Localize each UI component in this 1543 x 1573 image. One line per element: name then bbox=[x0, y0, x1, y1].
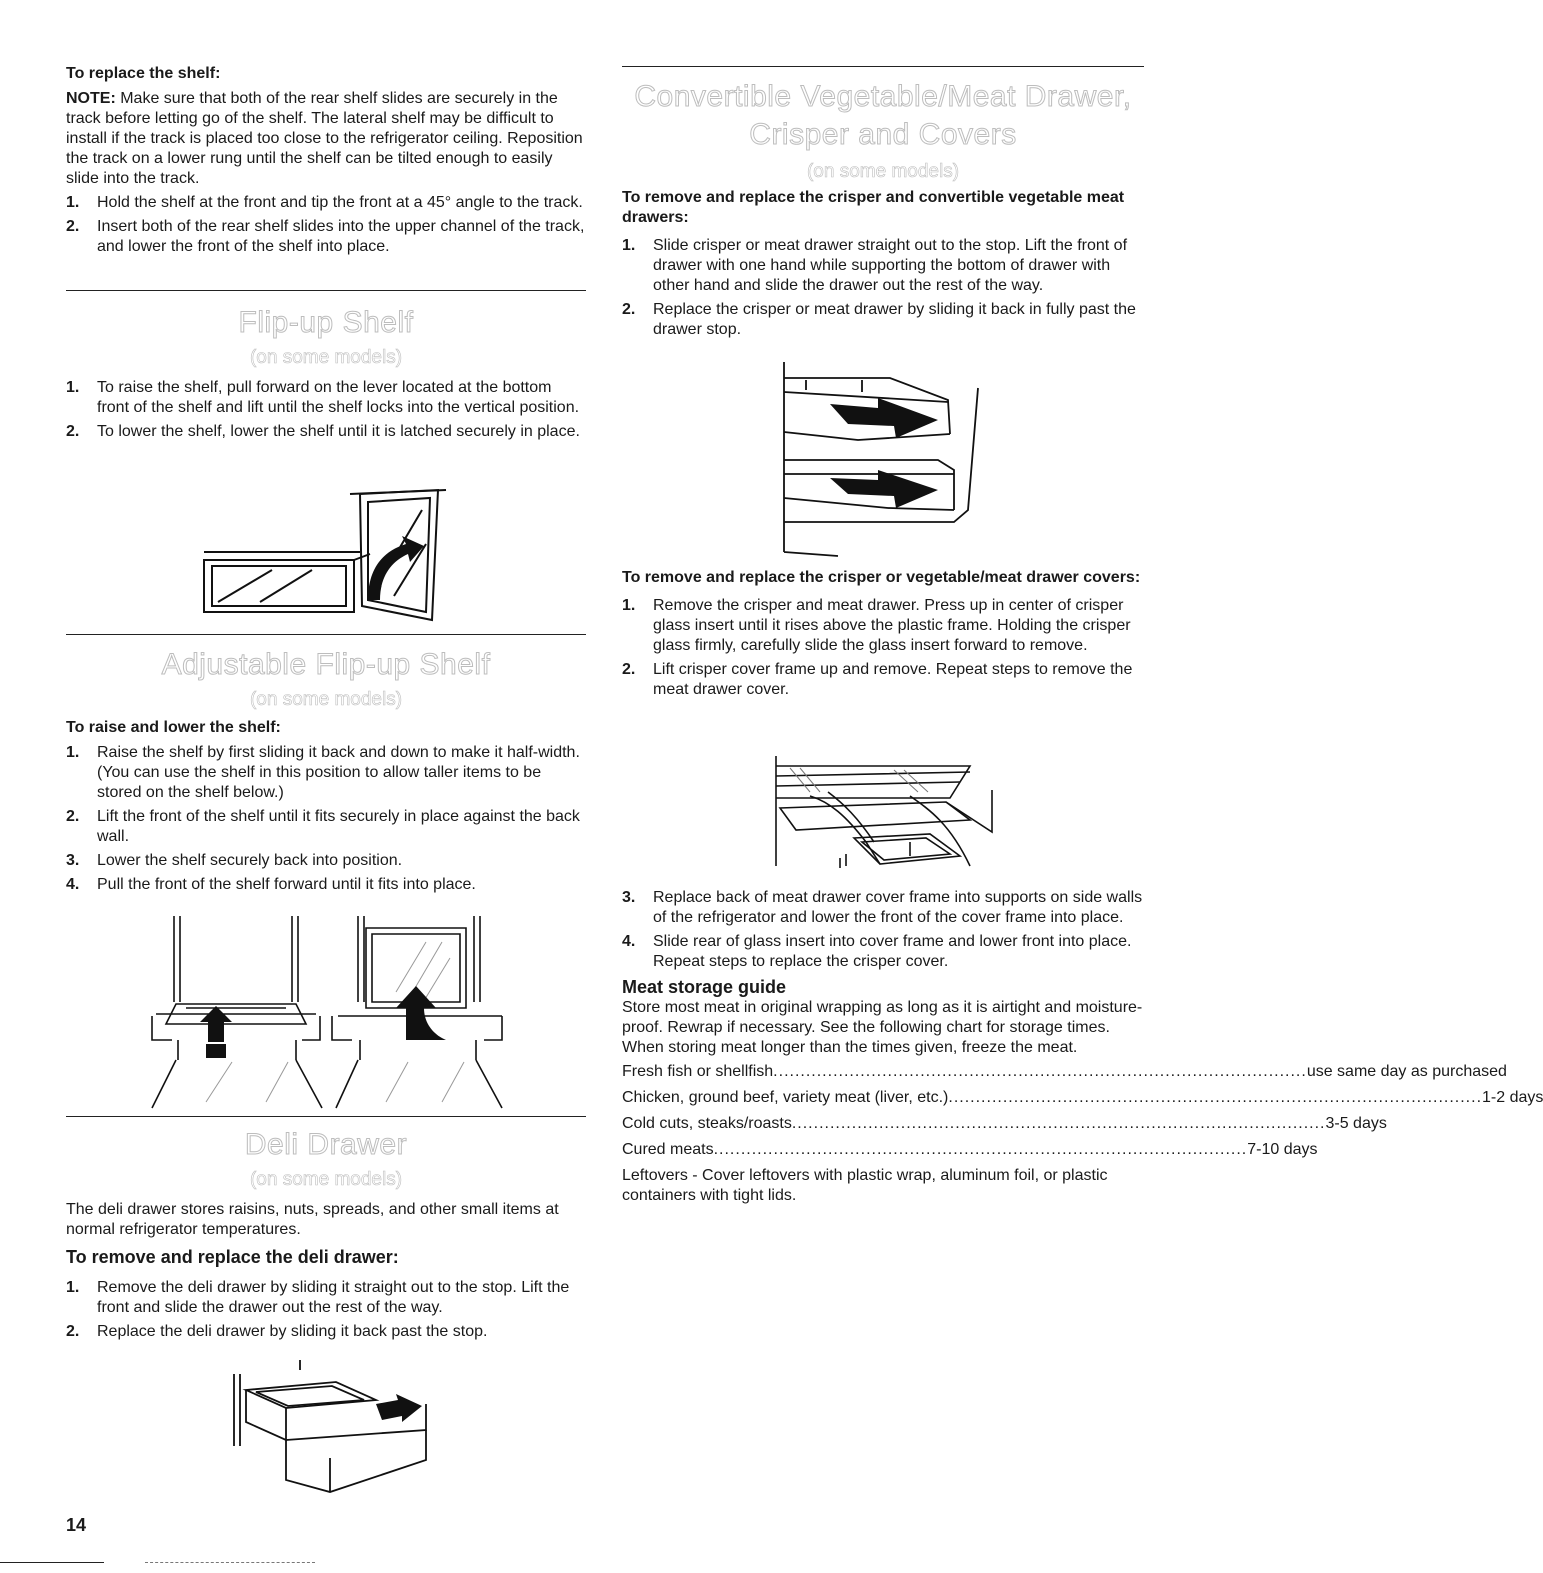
footer-rule bbox=[0, 1562, 104, 1563]
deli-section bbox=[66, 1128, 586, 1346]
deli-steps bbox=[66, 1278, 586, 1342]
flipup-shelf-illustration bbox=[200, 488, 480, 628]
step-number: 2. bbox=[66, 808, 80, 825]
adjustable-shelf-illustration bbox=[146, 912, 506, 1112]
deli-intro: The deli drawer stores raisins, nuts, spreads, and other small items at normal refrigerator temperatures. bbox=[66, 1201, 559, 1238]
covers-section bbox=[622, 568, 1144, 704]
deli-subtitle: (on some models) bbox=[249, 1169, 403, 1190]
list-item bbox=[66, 422, 586, 442]
adjustable-heading: To raise and lower the shelf: bbox=[66, 719, 281, 736]
list-item bbox=[622, 660, 1144, 700]
note-text: Make sure that both of the rear shelf slides are securely in the track before letting go of the shelf. The lateral shelf may be difficult to install if the track is placed too close to the refrigerator ceiling. Reposition the track on a lower rung until the shelf can be tilted enough to easily slide into the track. bbox=[66, 90, 583, 187]
step-number: 1. bbox=[66, 379, 80, 396]
replace-shelf-section bbox=[66, 64, 586, 261]
step-text: Hold the shelf at the front and tip the front at a 45° angle to the track. bbox=[97, 194, 583, 211]
list-item bbox=[622, 932, 1144, 972]
list-item bbox=[66, 193, 586, 213]
section-divider bbox=[66, 634, 586, 635]
list-item bbox=[66, 1322, 586, 1342]
adjustable-title: Adjustable Flip-up Shelf bbox=[161, 648, 491, 681]
list-item bbox=[622, 888, 1144, 928]
covers-steps-cont bbox=[622, 888, 1144, 972]
list-item bbox=[66, 217, 586, 257]
step-text: Lower the shelf securely back into position. bbox=[97, 852, 403, 869]
step-text: Lift crisper cover frame up and remove. Repeat steps to remove the meat drawer cover. bbox=[653, 661, 1133, 698]
list-item bbox=[66, 1278, 586, 1318]
list-item bbox=[622, 596, 1144, 656]
step-number: 1. bbox=[66, 194, 80, 211]
crisper-drawers-illustration bbox=[778, 362, 998, 562]
replace-shelf-heading: To replace the shelf: bbox=[66, 65, 221, 82]
list-item bbox=[66, 807, 586, 847]
drawers-heading: To remove and replace the crisper and convertible vegetable meat drawers: bbox=[622, 189, 1125, 226]
guide-item: Chicken, ground beef, variety meat (liver, etc.) bbox=[622, 1089, 949, 1106]
guide-value: 3-5 days bbox=[1325, 1115, 1387, 1132]
step-number: 2. bbox=[66, 1323, 80, 1340]
guide-value: 7-10 days bbox=[1247, 1141, 1318, 1158]
guide-value: use same day as purchased bbox=[1306, 1063, 1507, 1080]
section-divider bbox=[66, 290, 586, 291]
deli-heading: To remove and replace the deli drawer: bbox=[66, 1247, 399, 1267]
guide-item: Fresh fish or shellfish bbox=[622, 1063, 774, 1080]
step-text: Slide rear of glass insert into cover frame and lower front into place. Repeat steps to replace the crisper cover. bbox=[653, 933, 1132, 970]
crisper-title-line1: Convertible Vegetable/Meat Drawer, bbox=[634, 80, 1132, 113]
drawers-steps bbox=[622, 236, 1144, 340]
guide-item: Cured meats bbox=[622, 1141, 714, 1158]
flipup-subtitle: (on some models) bbox=[249, 347, 403, 368]
step-text: Replace the crisper or meat drawer by sliding it back in fully past the drawer stop. bbox=[653, 301, 1136, 338]
step-text: To raise the shelf, pull forward on the lever located at the bottom front of the shelf and lift until the shelf locks into the vertical position. bbox=[97, 379, 580, 416]
meat-guide-leftovers: Leftovers - Cover leftovers with plastic wrap, aluminum foil, or plastic containers with tight lids. bbox=[622, 1167, 1108, 1204]
step-text: Insert both of the rear shelf slides into the upper channel of the track, and lower the front of the shelf into place. bbox=[97, 218, 585, 255]
guide-item: Cold cuts, steaks/roasts bbox=[622, 1115, 792, 1132]
step-text: Slide crisper or meat drawer straight out to the stop. Lift the front of drawer with one hand while supporting the bottom of drawer with other hand and slide the drawer out the rest of the way. bbox=[653, 237, 1128, 294]
list-item bbox=[66, 875, 586, 895]
step-number: 3. bbox=[66, 852, 80, 869]
table-row bbox=[622, 1114, 1387, 1140]
step-number: 4. bbox=[66, 876, 80, 893]
page-number: 14 bbox=[66, 1515, 87, 1535]
meat-guide-table bbox=[622, 1062, 1543, 1166]
meat-guide-heading: Meat storage guide bbox=[622, 977, 787, 997]
step-number: 2. bbox=[66, 218, 80, 235]
guide-leader: .................................................................................................. bbox=[773, 1063, 1307, 1080]
meat-guide-intro: Store most meat in original wrapping as long as it is airtight and moisture-proof. Rewrap if necessary. See the following chart for storage times. When storing meat longer than the times given, freeze the meat. bbox=[622, 999, 1143, 1056]
table-row bbox=[622, 1140, 1318, 1166]
crisper-subtitle: (on some models) bbox=[806, 161, 960, 182]
crisper-title-line2: Crisper and Covers bbox=[749, 118, 1017, 151]
list-item bbox=[66, 743, 586, 803]
flipup-title: Flip-up Shelf bbox=[238, 306, 414, 339]
crisper-section bbox=[622, 80, 1144, 344]
step-number: 3. bbox=[622, 889, 636, 906]
replace-shelf-steps bbox=[66, 193, 586, 257]
step-text: Remove the crisper and meat drawer. Press up in center of crisper glass insert until it rises above the plastic frame. Holding the crisper glass firmly, carefully slide the glass insert forward to remove. bbox=[653, 597, 1131, 654]
covers-steps bbox=[622, 596, 1144, 700]
crisper-covers-illustration bbox=[770, 746, 1010, 876]
step-text: Replace back of meat drawer cover frame into supports on side walls of the refrigerator and lower the front of the cover frame into place. bbox=[653, 889, 1143, 926]
list-item bbox=[622, 236, 1144, 296]
footer-marks bbox=[145, 1562, 315, 1563]
step-number: 4. bbox=[622, 933, 636, 950]
step-text: Lift the front of the shelf until it fits securely in place against the back wall. bbox=[97, 808, 580, 845]
replace-shelf-note bbox=[66, 89, 586, 189]
list-item bbox=[66, 378, 586, 418]
step-number: 1. bbox=[66, 1279, 80, 1296]
table-row bbox=[622, 1088, 1543, 1114]
step-text: Remove the deli drawer by sliding it straight out to the stop. Lift the front and slide the drawer out the rest of the way. bbox=[97, 1279, 570, 1316]
deli-drawer-illustration bbox=[226, 1360, 436, 1496]
step-number: 2. bbox=[66, 423, 80, 440]
guide-value: 1-2 days bbox=[1482, 1089, 1543, 1106]
covers-heading: To remove and replace the crisper or vegetable/meat drawer covers: bbox=[622, 569, 1141, 586]
guide-leader: .................................................................................................. bbox=[948, 1089, 1483, 1106]
covers-section-cont bbox=[622, 888, 1543, 1206]
step-number: 2. bbox=[622, 661, 636, 678]
adjustable-section bbox=[66, 648, 586, 899]
step-text: Raise the shelf by first sliding it back and down to make it half-width. (You can use the shelf in this position to allow taller items to be stored on the shelf below.) bbox=[97, 744, 580, 801]
deli-title: Deli Drawer bbox=[244, 1128, 408, 1161]
section-divider bbox=[66, 1116, 586, 1117]
adjustable-subtitle: (on some models) bbox=[249, 689, 403, 710]
note-label: NOTE: bbox=[66, 90, 116, 107]
flipup-section bbox=[66, 306, 586, 446]
flipup-steps bbox=[66, 378, 586, 442]
step-number: 1. bbox=[66, 744, 80, 761]
section-divider bbox=[622, 66, 1144, 67]
guide-leader: .................................................................................................. bbox=[791, 1115, 1326, 1132]
step-number: 1. bbox=[622, 237, 636, 254]
table-row bbox=[622, 1062, 1507, 1088]
step-number: 2. bbox=[622, 301, 636, 318]
step-number: 1. bbox=[622, 597, 636, 614]
step-text: Pull the front of the shelf forward until it fits into place. bbox=[97, 876, 476, 893]
step-text: To lower the shelf, lower the shelf until it is latched securely in place. bbox=[97, 423, 580, 440]
list-item bbox=[66, 851, 586, 871]
adjustable-steps bbox=[66, 743, 586, 895]
step-text: Replace the deli drawer by sliding it back past the stop. bbox=[97, 1323, 488, 1340]
list-item bbox=[622, 300, 1144, 340]
guide-leader: .................................................................................................. bbox=[713, 1141, 1248, 1158]
